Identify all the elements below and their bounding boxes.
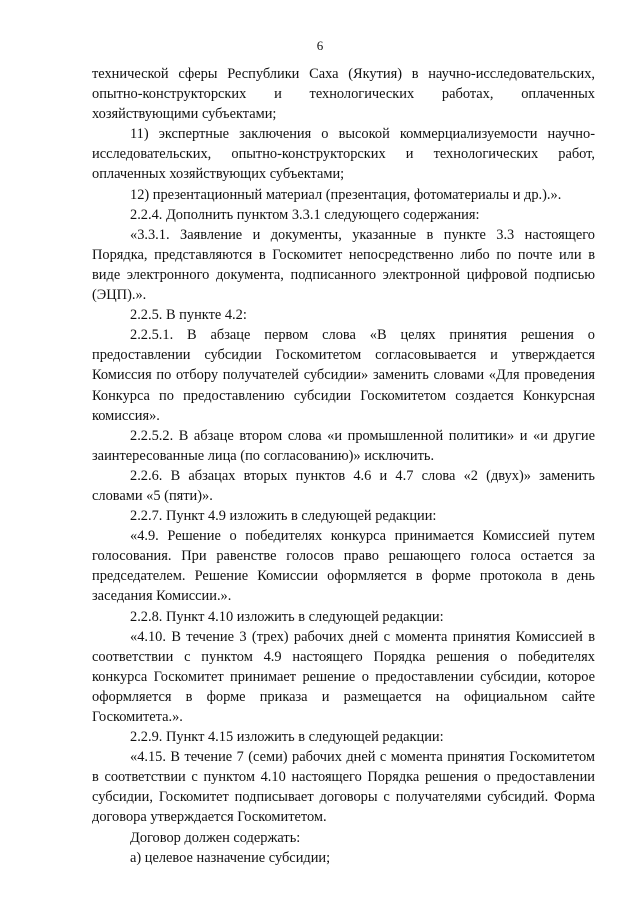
paragraph-4-9: «4.9. Решение о победителях конкурса принимается Комиссией путем голосования. При равенстве голосов право решающего голоса остается за председателем. Решение Комиссии оформляется в форме протокола в день заседания Комиссии.». <box>92 528 595 605</box>
paragraph-item-11: 11) экспертные заключения о высокой коммерциализуемости научно-исследовательских, опытно-конструкторских и технологических работ, оплаченных хозяйствующих субъектами; <box>92 126 595 183</box>
paragraph-4-10: «4.10. В течение 3 (трех) рабочих дней с момента принятия Комиссией в соответствии с пунктом 4.9 настоящего Порядка решения о победителях конкурса Госкомитет принимает решение о предоставлении субсидии, которое оформляется в форме приказа и размещается на официальном сайте Госкомитета.». <box>92 628 595 725</box>
paragraph-3-3-1: «3.3.1. Заявление и документы, указанные в пункте 3.3 настоящего Порядка, представляются в Госкомитет непосредственно либо по почте или в виде электронного документа, подписанного электронной цифровой подписью (ЭЦП).». <box>92 226 595 304</box>
paragraph-2-2-5-2: 2.2.5.2. В абзаце втором слова «и промышленной политики» и «и другие заинтересованные лица (по согласованию)» исключить. <box>92 427 595 464</box>
paragraph-2-2-6: 2.2.6. В абзацах вторых пунктов 4.6 и 4.7 слова «2 (двух)» заменить словами «5 (пяти)». <box>92 467 595 504</box>
paragraph-contract-content: Договор должен содержать: <box>130 829 301 846</box>
page-number: 6 <box>316 38 324 53</box>
paragraph-2-2-7: 2.2.7. Пункт 4.9 изложить в следующей редакции: <box>130 508 437 525</box>
paragraph-item-12: 12) презентационный материал (презентация, фотоматериалы и др.).». <box>130 186 562 203</box>
paragraph-2-2-5-1: 2.2.5.1. В абзаце первом слова «В целях принятия решения о предоставлении субсидии Госкомитетом согласовывается и утверждается Комиссия по отбору получателей субсидии» заменить словами «Для проведения Конкурса по предоставлению субсидии Госкомитетом создается Конкурсная комиссия». <box>92 327 595 424</box>
paragraph-2-2-8: 2.2.8. Пункт 4.10 изложить в следующей редакции: <box>130 608 444 625</box>
paragraph-2-2-5: 2.2.5. В пункте 4.2: <box>130 307 247 324</box>
paragraph-item-a: а) целевое назначение субсидии; <box>130 849 331 866</box>
document-body <box>92 64 595 868</box>
paragraph-4-15: «4.15. В течение 7 (семи) рабочих дней с момента принятия Госкомитетом в соответствии с пунктом 4.10 настоящего Порядка решения о предоставлении субсидии, Госкомитет подписывает договоры с получателями субсидий. Форма договора утверждается Госкомитетом. <box>92 749 595 826</box>
paragraph-continuation: технической сферы Республики Саха (Якутия) в научно-исследовательских, опытно-конструкторских и технологических работах, оплаченных хозяйствующими субъектами; <box>92 66 595 123</box>
paragraph-2-2-9: 2.2.9. Пункт 4.15 изложить в следующей редакции: <box>130 729 444 746</box>
paragraph-2-2-4: 2.2.4. Дополнить пунктом 3.3.1 следующего содержания: <box>130 206 480 223</box>
